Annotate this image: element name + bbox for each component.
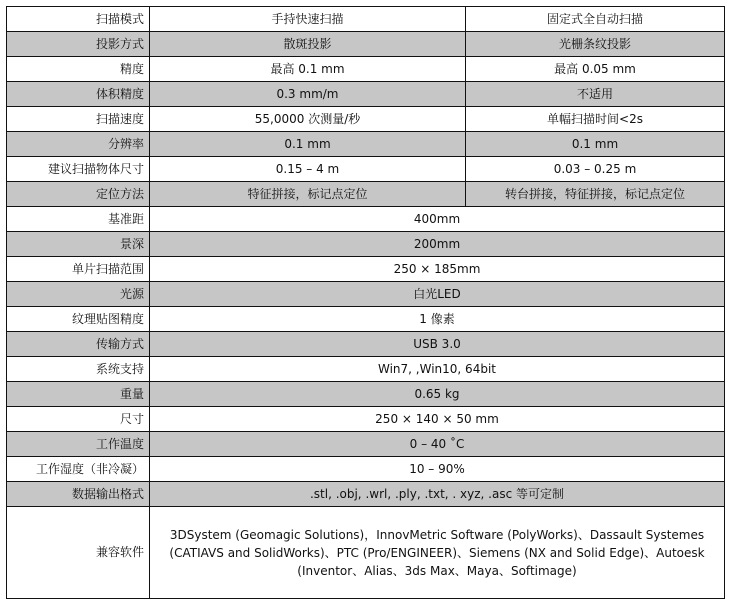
row-label: 传输方式	[7, 332, 150, 357]
table-row	[7, 207, 725, 232]
row-value-fixed: 最高 0.05 mm	[466, 57, 725, 82]
row-label: 尺寸	[7, 407, 150, 432]
table-row	[7, 332, 725, 357]
row-label: 光源	[7, 282, 150, 307]
row-value-fixed: 不适用	[466, 82, 725, 107]
row-value-handheld: 0.3 mm/m	[150, 82, 466, 107]
row-label: 定位方法	[7, 182, 150, 207]
row-value-handheld: 最高 0.1 mm	[150, 57, 466, 82]
row-label: 精度	[7, 57, 150, 82]
row-label: 纹理贴图精度	[7, 307, 150, 332]
table-row	[7, 7, 725, 32]
table-row	[7, 457, 725, 482]
row-label: 工作温度	[7, 432, 150, 457]
table-row	[7, 357, 725, 382]
row-value-handheld: 55,0000 次测量/秒	[150, 107, 466, 132]
table-row	[7, 157, 725, 182]
row-value-handheld: 手持快速扫描	[150, 7, 466, 32]
row-label: 基准距	[7, 207, 150, 232]
row-label: 单片扫描范围	[7, 257, 150, 282]
table-row	[7, 182, 725, 207]
row-label: 建议扫描物体尺寸	[7, 157, 150, 182]
row-value: 200mm	[150, 232, 725, 257]
table-row	[7, 382, 725, 407]
row-value-fixed: 0.03 – 0.25 m	[466, 157, 725, 182]
row-value-fixed: 转台拼接，特征拼接，标记点定位	[466, 182, 725, 207]
row-label: 扫描模式	[7, 7, 150, 32]
row-label: 重量	[7, 382, 150, 407]
table-row	[7, 432, 725, 457]
row-value: USB 3.0	[150, 332, 725, 357]
row-value: 1 像素	[150, 307, 725, 332]
row-label: 扫描速度	[7, 107, 150, 132]
row-value: 400mm	[150, 207, 725, 232]
spec-table	[6, 6, 725, 599]
table-row	[7, 307, 725, 332]
row-label: 兼容软件	[7, 507, 150, 599]
table-row	[7, 407, 725, 432]
row-label: 工作湿度（非冷凝）	[7, 457, 150, 482]
table-row	[7, 482, 725, 507]
table-row	[7, 107, 725, 132]
row-value: Win7, ,Win10, 64bit	[150, 357, 725, 382]
table-row	[7, 507, 725, 599]
row-value-fixed: 单幅扫描时间<2s	[466, 107, 725, 132]
table-row	[7, 32, 725, 57]
row-value: 0.65 kg	[150, 382, 725, 407]
row-value-handheld: 特征拼接，标记点定位	[150, 182, 466, 207]
row-value-fixed: 固定式全自动扫描	[466, 7, 725, 32]
row-value: 10 – 90%	[150, 457, 725, 482]
row-value-handheld: 散斑投影	[150, 32, 466, 57]
table-row	[7, 282, 725, 307]
row-value: 250 × 140 × 50 mm	[150, 407, 725, 432]
row-value: 250 × 185mm	[150, 257, 725, 282]
row-value: 0 – 40 ˚C	[150, 432, 725, 457]
row-value-fixed: 光栅条纹投影	[466, 32, 725, 57]
row-value-fixed: 0.1 mm	[466, 132, 725, 157]
row-label: 景深	[7, 232, 150, 257]
row-value-handheld: 0.15 – 4 m	[150, 157, 466, 182]
row-value: 3DSystem (Geomagic Solutions)，InnovMetric Software (PolyWorks)、Dassault Systemes (CATIAVS and SolidWorks)、PTC (Pro/ENGINEER)、Siemens (NX and Solid Edge)、Autoesk (Inventor、Alias、3ds Max、Maya、Softimage)	[150, 507, 725, 599]
row-value: .stl, .obj, .wrl, .ply, .txt, . xyz, .asc 等可定制	[150, 482, 725, 507]
row-value-handheld: 0.1 mm	[150, 132, 466, 157]
table-row	[7, 82, 725, 107]
row-label: 体积精度	[7, 82, 150, 107]
row-value: 白光LED	[150, 282, 725, 307]
table-row	[7, 132, 725, 157]
table-row	[7, 57, 725, 82]
row-label: 分辨率	[7, 132, 150, 157]
row-label: 数据输出格式	[7, 482, 150, 507]
table-row	[7, 257, 725, 282]
row-label: 系统支持	[7, 357, 150, 382]
row-label: 投影方式	[7, 32, 150, 57]
table-row	[7, 232, 725, 257]
